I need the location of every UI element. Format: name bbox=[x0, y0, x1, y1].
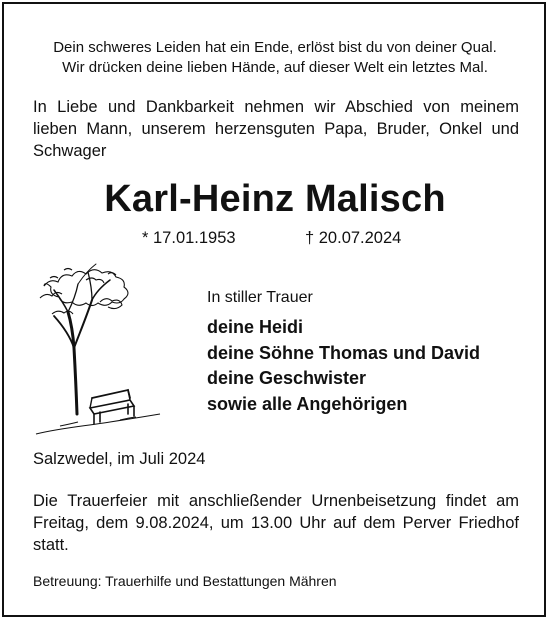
intro-text bbox=[33, 96, 519, 162]
mourning-lead: In stiller Trauer bbox=[207, 289, 313, 306]
birth-date: * 17.01.1953 bbox=[142, 229, 236, 247]
mourners-block bbox=[207, 287, 480, 417]
deceased-name: Karl-Heinz Malisch bbox=[104, 178, 446, 220]
poem-line-2: Wir drücken deine lieben Hände, auf dieser Welt ein letztes Mal. bbox=[62, 59, 488, 76]
tree-and-bench-icon bbox=[30, 256, 165, 441]
intro-line-3: Schwager bbox=[33, 142, 107, 160]
death-date: † 20.07.2024 bbox=[305, 229, 402, 247]
service-line-2: Freitag, dem 9.08.2024, um 13.00 Uhr auf dem Perver Friedhof bbox=[33, 514, 519, 532]
service-line-1: Die Trauerfeier mit anschließender Urnenbeisetzung findet am bbox=[33, 492, 519, 510]
poem-line-1: Dein schweres Leiden hat ein Ende, erlöst bist du von deiner Qual. bbox=[53, 39, 497, 56]
mourner-4: sowie alle Angehörigen bbox=[207, 393, 408, 414]
intro-line-1: In Liebe und Dankbarkeit nehmen wir Abschied von meinem bbox=[33, 98, 519, 116]
funeral-home-credit: Betreuung: Trauerhilfe und Bestattungen Mähren bbox=[33, 573, 337, 589]
mourner-2: deine Söhne Thomas und David bbox=[207, 342, 481, 363]
funeral-service-text bbox=[33, 490, 519, 556]
mourner-1: deine Heidi bbox=[207, 317, 304, 337]
intro-line-2: lieben Mann, unserem herzensguten Papa, Bruder, Onkel und bbox=[33, 120, 519, 138]
service-line-3: statt. bbox=[33, 536, 69, 554]
poem bbox=[20, 38, 530, 78]
mourner-3: deine Geschwister bbox=[207, 368, 367, 388]
place-and-date: Salzwedel, im Juli 2024 bbox=[33, 450, 206, 468]
